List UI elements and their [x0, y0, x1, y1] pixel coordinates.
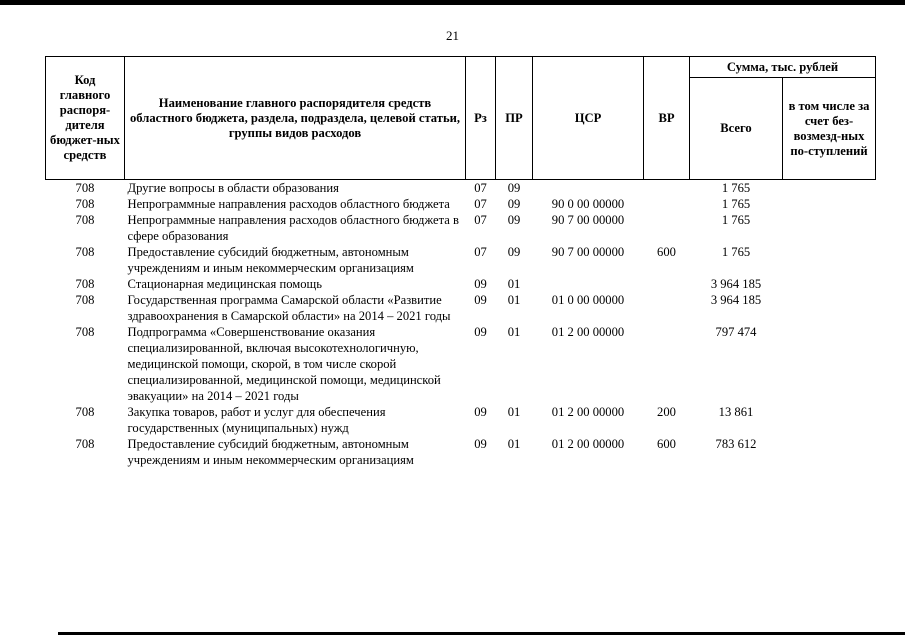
row-free [783, 212, 876, 244]
header-pr: ПР [496, 57, 533, 180]
row-code: 708 [75, 181, 95, 195]
row-name: Подпрограмма «Совершенствование оказания специализированной, включая высокотехнологичную, медицинской помощи, скорой, в том числе скорой специализированной, медицинской помощи, медицинской эвакуации» на 2014 – 2021 годы [127, 325, 441, 403]
row-pr: 01 [507, 405, 521, 419]
row-name: Стационарная медицинская помощь [127, 277, 322, 291]
row-vr: 600 [657, 245, 676, 259]
row-code: 708 [75, 277, 95, 291]
row-name: Закупка товаров, работ и услуг для обеспечения государственных (муниципальных) нужд [127, 405, 386, 435]
row-name: Предоставление субсидий бюджетным, автономным учреждениям и иным некоммерческим организациям [127, 437, 414, 467]
header-total: Всего [690, 78, 783, 180]
table-row [46, 292, 876, 324]
row-pr: 01 [507, 277, 521, 291]
row-vr [644, 180, 690, 197]
table-row [46, 404, 876, 436]
row-pr: 09 [507, 213, 521, 227]
table-row [46, 276, 876, 292]
header-sum: Сумма, тыс. рублей [690, 57, 876, 78]
row-csr: 90 7 00 00000 [551, 213, 625, 227]
row-rz: 07 [474, 197, 487, 211]
row-pr: 01 [507, 437, 521, 451]
row-vr [644, 324, 690, 404]
row-total: 1 765 [721, 245, 751, 259]
row-pr: 01 [507, 325, 521, 339]
row-rz: 09 [474, 277, 487, 291]
row-rz: 09 [474, 437, 487, 451]
row-vr: 200 [657, 405, 676, 419]
header-code: Код главного распоря-дителя бюджет-ных средств [46, 57, 125, 180]
budget-table [45, 56, 876, 468]
row-csr: 90 7 00 00000 [551, 245, 625, 259]
row-vr [644, 196, 690, 212]
page-number: 21 [446, 28, 459, 43]
row-total: 1 765 [721, 181, 751, 195]
top-border-line [0, 0, 905, 5]
table-row [46, 324, 876, 404]
header-free: в том числе за счет без-возмезд-ных по-ступлений [783, 78, 876, 180]
row-total: 3 964 185 [710, 293, 762, 307]
row-free [783, 244, 876, 276]
row-vr: 600 [657, 437, 676, 451]
row-code: 708 [75, 197, 95, 211]
row-rz: 09 [474, 293, 487, 307]
row-code: 708 [75, 245, 95, 259]
row-name: Другие вопросы в области образования [127, 181, 339, 195]
row-free [783, 196, 876, 212]
row-free [783, 292, 876, 324]
row-total: 1 765 [721, 197, 751, 211]
row-code: 708 [75, 405, 95, 419]
row-free [783, 324, 876, 404]
row-free [783, 436, 876, 468]
table-row [46, 196, 876, 212]
row-total: 797 474 [715, 325, 757, 339]
row-pr: 09 [507, 245, 521, 259]
row-vr [644, 212, 690, 244]
row-code: 708 [75, 325, 95, 339]
row-rz: 09 [474, 325, 487, 339]
row-pr: 09 [507, 197, 521, 211]
row-name: Предоставление субсидий бюджетным, автономным учреждениям и иным некоммерческим организациям [127, 245, 414, 275]
table-row [46, 212, 876, 244]
row-csr [533, 276, 644, 292]
row-name: Непрограммные направления расходов областного бюджета [127, 197, 450, 211]
row-csr [533, 180, 644, 197]
row-rz: 07 [474, 213, 487, 227]
row-total: 1 765 [721, 213, 751, 227]
row-rz: 09 [474, 405, 487, 419]
row-total: 783 612 [715, 437, 757, 451]
row-pr: 09 [507, 181, 521, 195]
header-name: Наименование главного распорядителя средств областного бюджета, раздела, подраздела, целевой статьи, группы видов расходов [125, 57, 466, 180]
row-csr: 01 2 00 00000 [551, 405, 625, 419]
row-free [783, 276, 876, 292]
row-csr: 01 2 00 00000 [551, 325, 625, 339]
header-csr: ЦСР [533, 57, 644, 180]
row-rz: 07 [474, 181, 487, 195]
row-free [783, 180, 876, 197]
bottom-border-line [58, 632, 905, 635]
row-csr: 01 2 00 00000 [551, 437, 625, 451]
row-pr: 01 [507, 293, 521, 307]
row-csr: 90 0 00 00000 [551, 197, 625, 211]
table-header [46, 57, 876, 180]
row-rz: 07 [474, 245, 487, 259]
header-vr: ВР [644, 57, 690, 180]
table-row [46, 244, 876, 276]
row-csr: 01 0 00 00000 [551, 293, 625, 307]
header-rz: Рз [466, 57, 496, 180]
row-name: Государственная программа Самарской области «Развитие здравоохранения в Самарской области» на 2014 – 2021 годы [127, 293, 451, 323]
row-name: Непрограммные направления расходов областного бюджета в сфере образования [127, 213, 459, 243]
row-code: 708 [75, 437, 95, 451]
row-free [783, 404, 876, 436]
row-total: 3 964 185 [710, 277, 762, 291]
table-body [46, 180, 876, 469]
row-code: 708 [75, 213, 95, 227]
table-row [46, 436, 876, 468]
table-row [46, 180, 876, 197]
row-code: 708 [75, 293, 95, 307]
row-vr [644, 276, 690, 292]
row-total: 13 861 [718, 405, 754, 419]
row-vr [644, 292, 690, 324]
